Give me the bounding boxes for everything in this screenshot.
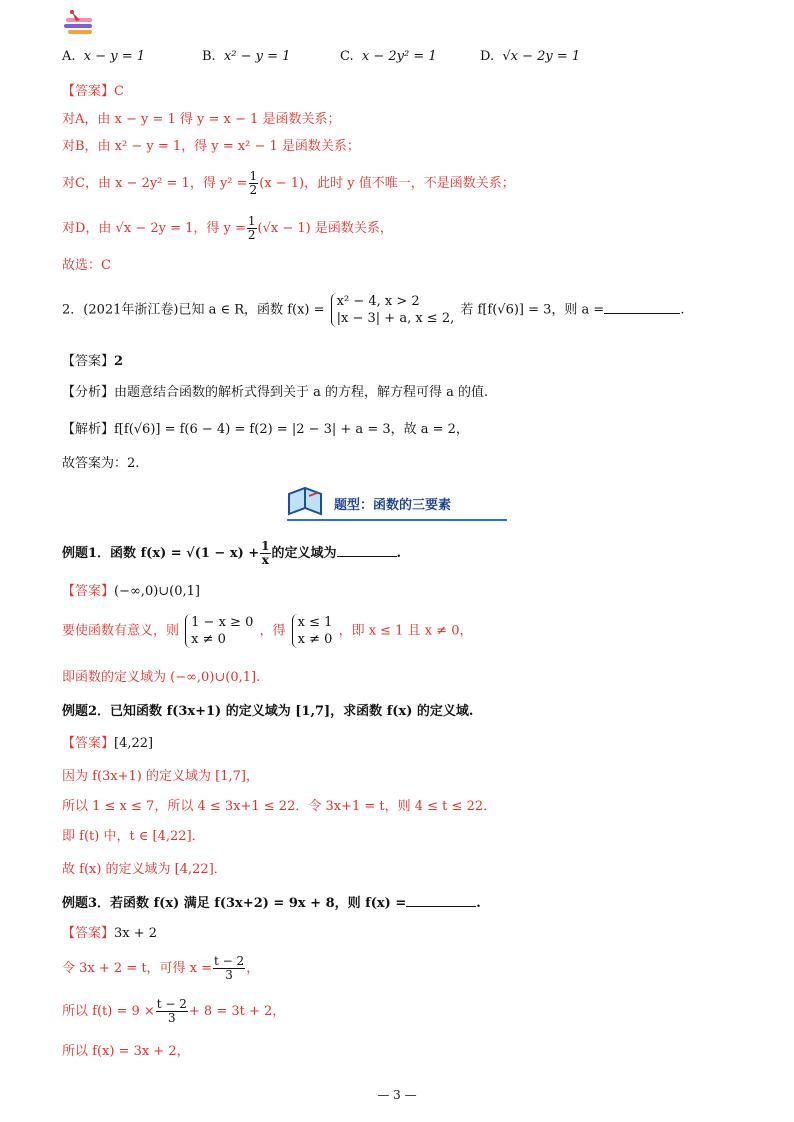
option-a: A. x − y = 1 <box>62 49 146 64</box>
ex2-line4: 故 f(x) 的定义域为 [4,22]． <box>62 862 227 877</box>
section-title: 题型：函数的三要素 <box>334 498 452 513</box>
q1-line-a: 对A，由 x − y = 1 得 y = x − 1 是函数关系； <box>62 112 341 127</box>
q1-line-b: 对B，由 x² − y = 1，得 y = x² − 1 是函数关系； <box>62 139 360 154</box>
q2-analysis: 【分析】由题意结合函数的解析式得到关于 a 的方程，解方程可得 a 的值. <box>62 385 489 400</box>
page-number: — 3 — <box>377 1088 417 1102</box>
ex1-line2: 即函数的定义域为 (−∞,0)∪(0,1]. <box>62 670 261 685</box>
ex2-stem: 例题2．已知函数 f(3x+1) 的定义域为 [1,7]，求函数 f(x) 的定义域. <box>62 704 474 719</box>
q2-solution: 【解析】f[f(√6)] = f(6 − 4) = f(2) = |2 − 3| + a = 3，故 a = 2， <box>62 422 469 437</box>
ex2-answer: 【答案】[4,22] <box>62 736 154 751</box>
q1-answer: 【答案】C <box>62 84 124 99</box>
ex2-line1: 因为 f(3x+1) 的定义域为 [1,7]， <box>62 769 259 784</box>
ex1-stem: 例题1．函数 f(x) = √(1 − x) + $\frac{1}{x}$ 的定义域为 . <box>62 539 402 567</box>
ex3-answer-blank <box>406 894 476 907</box>
q2-stem: 2．(2021年浙江卷)已知 a ∈ R，函数 f(x) = x² − 4, x > 2 |x − 3| + a, x ≤ 2, 若 f[f(√6)] = 3，则 a = . <box>62 294 685 326</box>
open-book-icon <box>289 488 321 514</box>
q1-line-c: 对C，由 x − 2y² = 1，得 y² = $\frac{1}{2}$ (x − 1)，此时 y 值不唯一，不是函数关系； <box>62 169 515 197</box>
q2-answer: 【答案】2 <box>62 354 124 369</box>
ex3-line2: 所以 f(t) = 9 × $\frac{t - 2}{3}$ + 8 = 3t + 2， <box>62 997 286 1025</box>
ex2-line2: 所以 1 ≤ x ≤ 7，所以 4 ≤ 3x+1 ≤ 22．令 3x+1 = t，则 4 ≤ t ≤ 22． <box>62 799 497 814</box>
q1-line-d: 对D，由 √x − 2y = 1，得 y = $\frac{1}{2}$ (√x − 1) 是函数关系， <box>62 214 393 242</box>
ex3-line1: 令 3x + 2 = t，可得 x = $\frac{t - 2}{3}$ ， <box>62 954 260 982</box>
ex3-line3: 所以 f(x) = 3x + 2， <box>62 1044 190 1059</box>
option-d: D. √x − 2y = 1 <box>480 49 581 64</box>
ex1-line1: 要使函数有意义，则 1 − x ≥ 0 x ≠ 0 ，得 x ≤ 1 x ≠ 0 ，即 x ≤ 1 且 x ≠ 0， <box>62 615 473 647</box>
q1-choose: 故选：C <box>62 258 111 273</box>
option-b: B. x² − y = 1 <box>202 49 291 64</box>
q2-answer-blank <box>604 301 680 314</box>
option-c: C. x − 2y² = 1 <box>340 49 437 64</box>
logo-icon <box>62 8 102 40</box>
ex3-stem: 例题3．若函数 f(x) 满足 f(3x+2) = 9x + 8，则 f(x) = . <box>62 896 481 911</box>
ex2-line3: 即 f(t) 中，t ∈ [4,22]． <box>62 829 205 844</box>
ex1-answer-blank <box>337 544 397 557</box>
ex3-answer: 【答案】3x + 2 <box>62 926 158 941</box>
ex1-answer: 【答案】(−∞,0)∪(0,1] <box>62 584 200 599</box>
q2-conclusion: 故答案为：2. <box>62 456 140 471</box>
section-underline <box>287 519 507 521</box>
